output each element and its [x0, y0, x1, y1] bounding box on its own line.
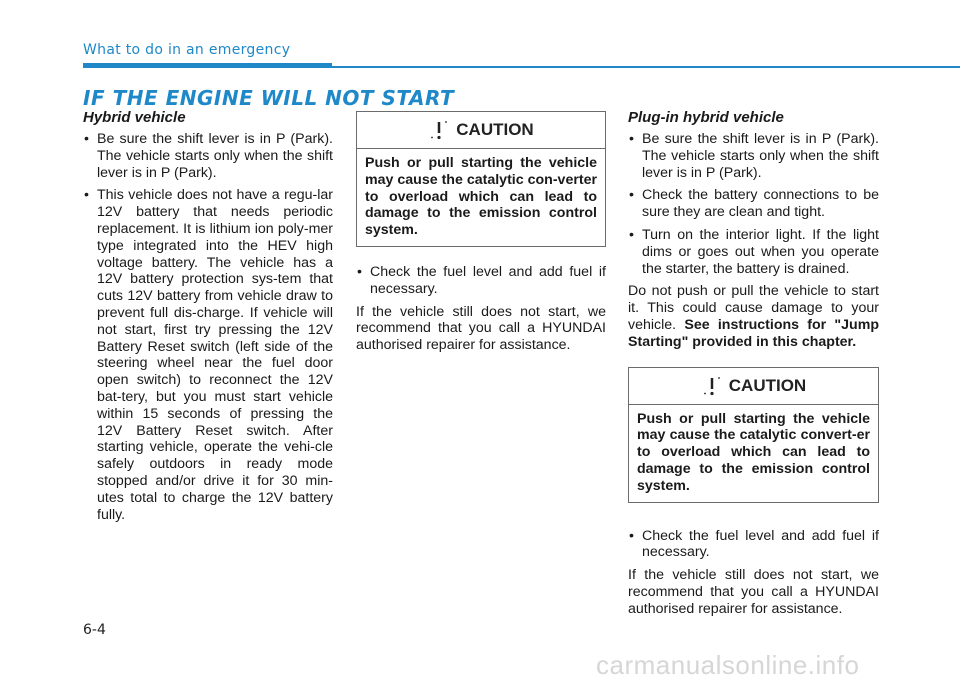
caution-text: Push or pull starting the vehicle may cause the catalytic con-verter to overload which can lead to damage to the emission control system. — [365, 155, 597, 239]
header-rule-thin — [332, 66, 960, 68]
jump-start-paragraph — [628, 283, 879, 350]
body-paragraph: If the vehicle still does not start, we recommend that you call a HYUNDAI authorised repairer for assistance. — [356, 303, 606, 354]
plugin-subheading: Plug-in hybrid vehicle — [628, 109, 784, 126]
list-item: • Check the fuel level and add fuel if necessary. — [356, 264, 606, 298]
section-heading: IF THE ENGINE WILL NOT START — [83, 86, 455, 110]
caution-header — [629, 368, 878, 405]
caution-header — [357, 112, 605, 149]
jump-start-reference: See instructions for "Jump Starting" provided in this chapter. — [628, 316, 879, 350]
hybrid-subheading: Hybrid vehicle — [83, 109, 186, 126]
middle-column — [356, 111, 606, 360]
header-rule-thick — [83, 63, 332, 68]
body-paragraph: If the vehicle still does not start, we recommend that you call a HYUNDAI authorised repairer for assistance. — [628, 567, 879, 617]
list-item: • Check the fuel level and add fuel if necessary. — [628, 528, 879, 562]
caution-title: CAUTION — [456, 120, 534, 139]
list-item: • Check the battery connections to be sure they are clean and tight. — [628, 187, 879, 221]
plugin-bullet-list — [628, 131, 879, 277]
caution-box — [356, 111, 606, 247]
jump-start-text: Do not push or pull the vehicle to start it. This could cause damage to your vehicle. — [628, 283, 879, 333]
middle-bullet-list — [356, 264, 606, 298]
warning-icon — [428, 119, 450, 141]
plugin-column — [628, 108, 879, 624]
caution-title: CAUTION — [728, 375, 807, 395]
caution-box — [628, 367, 879, 503]
hybrid-bullet-list — [83, 131, 333, 523]
chapter-title: What to do in an emergency — [83, 42, 291, 58]
list-item: • Be sure the shift lever is in P (Park). The vehicle starts only when the shift lever is in P (Park). — [83, 131, 333, 181]
list-item: • This vehicle does not have a regu-lar 12V battery that needs periodic replacement. It is lithium ion poly-mer type integrated into the HEV high voltage battery. The vehicle has a 12V battery protection sys-tem that cuts 12V battery from vehicle draw to prevent full dis-charge. If vehicle will not start, first try pressing the 12V Battery Reset switch (left side of the steering wheel near the fuel door open switch) to reconnect the 12V bat-tery, but you must start vehicle within 15 seconds of pressing the 12V Battery Reset switch. After starting vehicle, operate the vehi-cle safely outdoors in ready mode stopped and/or drive it for 30 min-utes total to charge the 12V battery fully. — [83, 187, 333, 523]
hybrid-column — [83, 108, 333, 529]
list-item: • Turn on the interior light. If the light dims or goes out when you operate the starter, the battery is drained. — [628, 227, 879, 277]
plugin-bullet-list-after — [628, 528, 879, 562]
caution-text: Push or pull starting the vehicle may cause the catalytic convert-er to overload which can lead to damage to the emission control system. — [637, 410, 870, 494]
warning-icon — [701, 375, 723, 397]
page-number: 6-4 — [83, 622, 106, 638]
watermark: carmanualsonline.info — [596, 650, 860, 680]
list-item: • Be sure the shift lever is in P (Park). The vehicle starts only when the shift lever is in P (Park). — [628, 131, 879, 181]
